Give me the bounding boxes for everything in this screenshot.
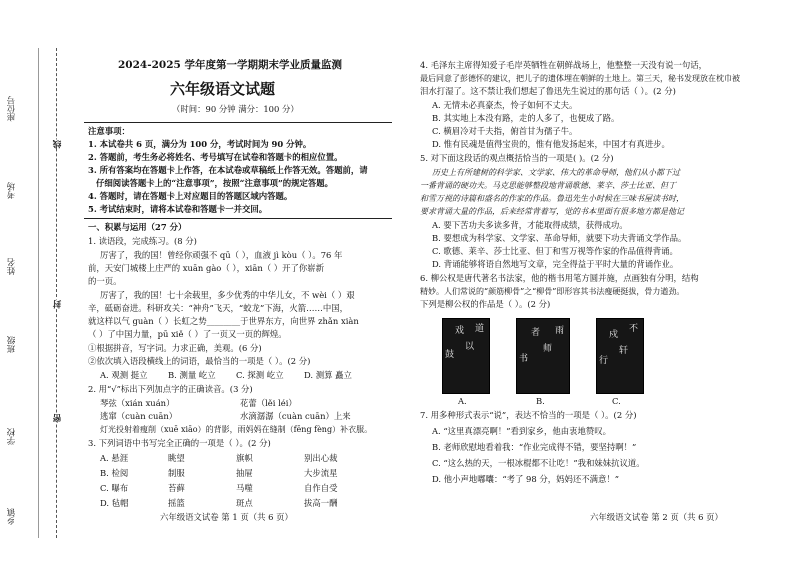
- notice-bottom-rule: [84, 218, 392, 219]
- word: A. 悬涯: [100, 453, 129, 463]
- q3-options: [100, 452, 372, 509]
- question-5: 5. 对下面这段话的观点概括恰当的一项是( )。(2 分): [420, 153, 614, 163]
- callig-char: 不: [627, 323, 637, 334]
- option: D. 测算 矗立: [304, 370, 352, 380]
- word: D. 毡帽: [100, 498, 129, 508]
- option: D. 背诵能够将语自然地写文章，完全得益于平时大量的背诵作业。: [432, 259, 679, 269]
- passage-line: 辛，砥砺奋进。科研攻关：“神舟”飞天，“蛟龙”下海，火箭……中国，: [88, 303, 348, 313]
- pinyin-item: 逃窜（cuàn cuān）: [100, 411, 178, 421]
- question-7: 7. 用多种形式表示“说”，表达不恰当的一项是（ ）。(2 分): [420, 410, 637, 420]
- section-heading: 一、积累与运用（27 分）: [88, 222, 187, 232]
- seat-label: 座位号: [7, 96, 17, 122]
- binding-margin: [0, 0, 70, 561]
- school-label: 学校: [7, 428, 17, 445]
- exam-room-label: 考场: [7, 182, 17, 199]
- option: D. 惟有民魂是值得宝贵的，惟有他发扬起来，中国才有真进步。: [432, 139, 670, 149]
- word: 拔高一酬: [304, 498, 338, 508]
- word: 制服: [168, 468, 185, 478]
- callig-char: 行: [597, 355, 607, 366]
- passage-line: 厉害了，我的国！七十余载里，多少优秀的中华儿女，不 wèi（ ）艰: [100, 290, 355, 300]
- option: B. 其实地上本没有路，走的人多了，也便成了路。: [432, 113, 620, 123]
- notice-heading: 注意事项：: [88, 126, 130, 136]
- image-label-c: C.: [612, 396, 621, 406]
- option: A. 要下苦功夫多读多背，才能取得成绩，获得成功。: [432, 220, 628, 230]
- option: C. “这么热的天，一根冰棍都不让吃！”我和妹妹抗议道。: [432, 458, 645, 468]
- question-1: 1. 读语段，完成练习。(8 分): [88, 236, 197, 246]
- notice-item: 2. 答题前，考生务必将姓名、考号填写在试卷和答题卡的相应位置。: [88, 152, 343, 162]
- word: 摇篮: [168, 498, 185, 508]
- passage-line: 前，天安门城楼上庄严的 xuān gào（ ），xiān（ ）开了你崭新: [88, 263, 325, 273]
- notice-item: 仔细阅读答题卡上的“注意事项”，按照“注意事项”的规定答题。: [96, 178, 334, 188]
- callig-char: 者: [529, 327, 539, 338]
- word: 自作自受: [304, 483, 338, 493]
- option: B. 测量 屹立: [168, 370, 216, 380]
- word: C. 曝布: [100, 483, 129, 493]
- exam-title-main: 六年级语文试题: [170, 80, 276, 98]
- word: 别出心裁: [304, 453, 338, 463]
- notice-top-rule: [84, 122, 392, 123]
- word: 眺望: [168, 453, 185, 463]
- subquestion-1b: ②依次填入语段横线上的词语，最恰当的一项是（ ）。(2 分): [88, 356, 311, 366]
- image-label-a: A.: [458, 396, 467, 406]
- passage-line: 厉害了，我的国！曾经你顽强不 qū（ ），血液 jì kòu（ ）。76 年: [100, 250, 343, 260]
- seal-char-secret: 密: [53, 414, 63, 423]
- option: A. 无情未必真豪杰，怜子如何不丈夫。: [432, 100, 578, 110]
- option: D. 他小声地嘟囔：“考了 98 分，妈妈还不满意！”: [432, 474, 620, 484]
- callig-char: 雨: [553, 325, 563, 336]
- option: C. 探测 屹立: [236, 370, 284, 380]
- pinyin-item: 琴弦（xián xuán）: [100, 398, 175, 408]
- q1b-options: [100, 369, 372, 381]
- subquestion-1a: ①根据拼音，写字词。力求正确，美观。(6 分): [88, 343, 262, 353]
- image-label-b: B.: [536, 396, 545, 406]
- calligraphy-sample-b: [516, 318, 570, 394]
- question-3: 3. 下列词语中书写完全正确的一项是（ ）。(2 分): [88, 438, 271, 448]
- page-footer-left: 六年级语文试卷 第 1 页（共 6 页）: [160, 512, 293, 522]
- cut-line: [38, 48, 39, 538]
- page-footer-right: 六年级语文试卷 第 2 页（共 6 页）: [590, 512, 723, 522]
- option: C. 歌德、莱辛、莎士比亚、但丁和雪万视等作家的作品值得背诵。: [432, 246, 678, 256]
- name-label: 姓名: [7, 258, 17, 275]
- option: A. “这里真漂亮啊！”看到家乡，他由衷地赞叹。: [432, 426, 612, 436]
- option: B. 要想成为科学家、文学家、革命导师，就要下功夫背诵文学作品。: [432, 233, 687, 243]
- callig-char: 戏: [453, 325, 463, 336]
- question-6-line: 精妙。人们常说的“颜筋柳骨”之“柳骨”即形容其书法瘦硬挺拔，骨力遒劲。: [420, 287, 685, 296]
- notice-item: 5. 考试结束时，请将本试卷和答题卡一并交回。: [88, 204, 268, 214]
- callig-char: 书: [517, 353, 527, 364]
- passage-line: 要求背诵大量的作品，后来经常背着写，觉的书本里面有很多地方都是他记: [420, 207, 684, 216]
- word: B. 检阅: [100, 468, 129, 478]
- seal-char-seal: 封: [53, 300, 63, 309]
- pinyin-item: 水滴潺潺（cuàn cuān）上来: [240, 411, 351, 421]
- town-label: 乡镇: [7, 508, 17, 525]
- word: 苔藓: [168, 483, 185, 493]
- calligraphy-sample-c: [596, 318, 644, 394]
- callig-char: 轩: [617, 345, 627, 356]
- passage-line: 历史上有所建树的科学家、文学家、伟大的革命导师，他们从小都下过: [432, 168, 680, 177]
- callig-char: 鼓: [443, 349, 453, 360]
- question-4-line: 最后同意了彭德怀的建议，把儿子的遗体埋在朝鲜的土地上。第三天，秘书发现放在枕巾被: [420, 74, 740, 83]
- option: B. 老师欣慰地看着我：“作业完成得不错，要坚持啊！”: [432, 442, 637, 452]
- binding-line: [56, 48, 57, 538]
- seal-char-line: 线: [53, 140, 63, 149]
- exam-meta: （时间：90 分钟 满分：100 分）: [172, 104, 299, 114]
- option: C. 横眉冷对千夫指，俯首甘为孺子牛。: [432, 126, 578, 136]
- word: 旗帜: [236, 453, 253, 463]
- callig-char: 师: [541, 343, 551, 354]
- passage-line: 和雪万视的诗篇和盛名的作家的作品。鲁迅先生小时候在三味书屋读书时，: [420, 194, 684, 203]
- callig-char: 戍: [607, 329, 617, 340]
- callig-char: 道: [473, 323, 483, 334]
- question-4: 4. 毛泽东主席得知爱子毛岸英牺牲在朝鲜战场上，他整整一天没有说一句话，: [420, 60, 708, 70]
- exam-title-top: 2024-2025 学年度第一学期期末学业质量监测: [118, 59, 342, 71]
- notice-item: 4. 答题时，请在答题卡上对应题目的答题区域内答题。: [88, 191, 293, 201]
- passage-line: （ ）了中国力量，pū xiě（ ）了一页又一页的辉煌。: [88, 329, 287, 339]
- pinyin-item: 花蕾（lěi léi）: [240, 398, 297, 408]
- notice-item: 1. 本试卷共 6 页，满分为 100 分，考试时间为 90 分钟。: [88, 139, 312, 149]
- passage-line: 就这样以气 guàn（ ）长虹之势________于世界东方，向世界 zhǎn xiàn: [88, 316, 359, 326]
- question-6: 6. 柳公权是唐代著名书法家，他的楷书用笔方圆并施，点画独有分明，结构: [420, 273, 699, 283]
- passage-line: 的一页。: [88, 276, 122, 286]
- calligraphy-sample-a: [442, 318, 490, 394]
- word: 抽屉: [236, 468, 253, 478]
- pinyin-item: 灯光投射着瘦削（xuē xiāo）的背影，雨妈妈在缝制（fēng fèng）补衣服。: [100, 425, 373, 434]
- word: 马噬: [236, 483, 253, 493]
- word: 斑点: [236, 498, 253, 508]
- callig-char: 以: [463, 341, 473, 352]
- option: A. 观测 挺立: [100, 370, 148, 380]
- class-label: 班级: [7, 336, 17, 353]
- passage-line: 一番背诵的硬功夫。马克思能够整段地背诵歌德、莱辛、莎士比亚、但丁: [420, 181, 676, 190]
- word: 大步流星: [304, 468, 338, 478]
- question-2: 2. 用“√”标出下列加点字的正确读音。(3 分): [88, 384, 253, 394]
- question-6-line: 下列是柳公权的作品是（ ）。(2 分): [420, 299, 551, 309]
- notice-item: 3. 所有答案均在答题卡上作答，在本试卷或草稿纸上作答无效。答题前，请: [88, 165, 368, 175]
- question-4-line: 泪水打湿了。这不禁让我们想起了鲁迅先生说过的那句话（ ）。(2 分): [420, 86, 676, 96]
